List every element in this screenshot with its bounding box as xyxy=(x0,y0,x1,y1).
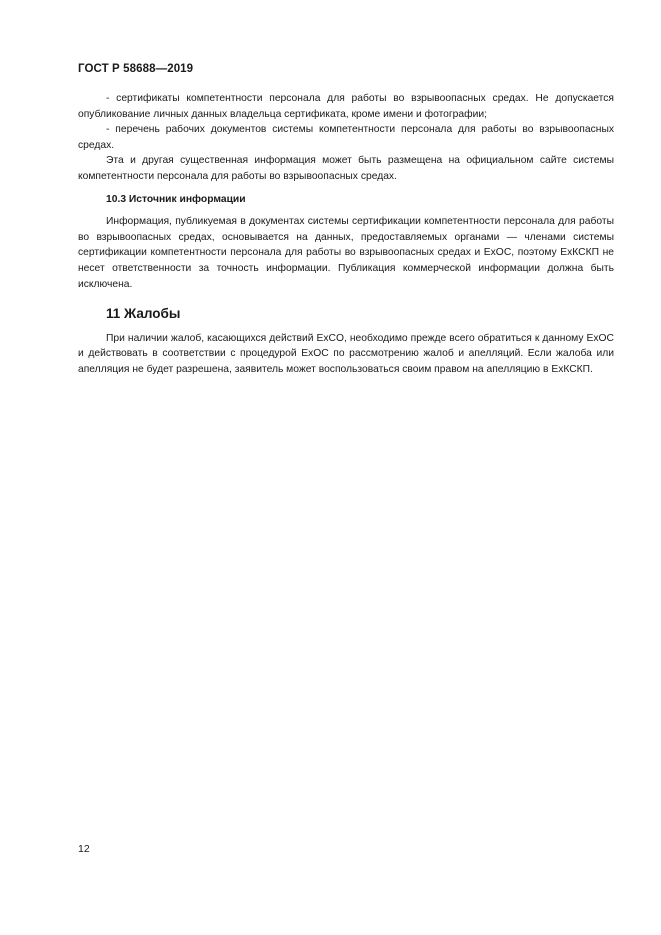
website-note-paragraph: Эта и другая существенная информация может быть размещена на официальном сайте системы компетентности персонала для работы во взрывоопасных средах. xyxy=(78,155,614,182)
document-header: ГОСТ Р 58688—2019 xyxy=(78,63,194,75)
list-item-documents: - перечень рабочих документов системы компетентности персонала для работы во взрывоопасных средах. xyxy=(78,124,614,151)
subsection-heading-10-3: 10.3 Источник информации xyxy=(106,193,246,205)
complaints-paragraph: При наличии жалоб, касающихся действий ExCO, необходимо прежде всего обратиться к данному ExOC и действовать в соответствии с процедурой ExOC по рассмотрению жалоб и апелляций. Если жалоба или апелляция не будет разрешена, заявитель может воспользоваться своим правом на апелляцию в ExКСКП. xyxy=(78,332,614,375)
document-body xyxy=(78,91,614,378)
page-number: 12 xyxy=(78,843,90,855)
section-heading-11: 11 Жалобы xyxy=(106,306,181,322)
list-item-certificates: - сертификаты компетентности персонала для работы во взрывоопасных средах. Не допускается опубликование личных данных владельца сертификата, кроме имени и фотографии; xyxy=(78,93,614,120)
information-source-paragraph: Информация, публикуемая в документах системы сертификации компетентности персонала для работы во взрывоопасных средах, основывается на данных, предоставляемых органами — членами системы сертификации компетентности персонала для работы во взрывоопасных средах и ExOC, поэтому ExКСКП не несет ответственности за точность информации. Публикация коммерческой информации должна быть исключена. xyxy=(78,216,614,290)
